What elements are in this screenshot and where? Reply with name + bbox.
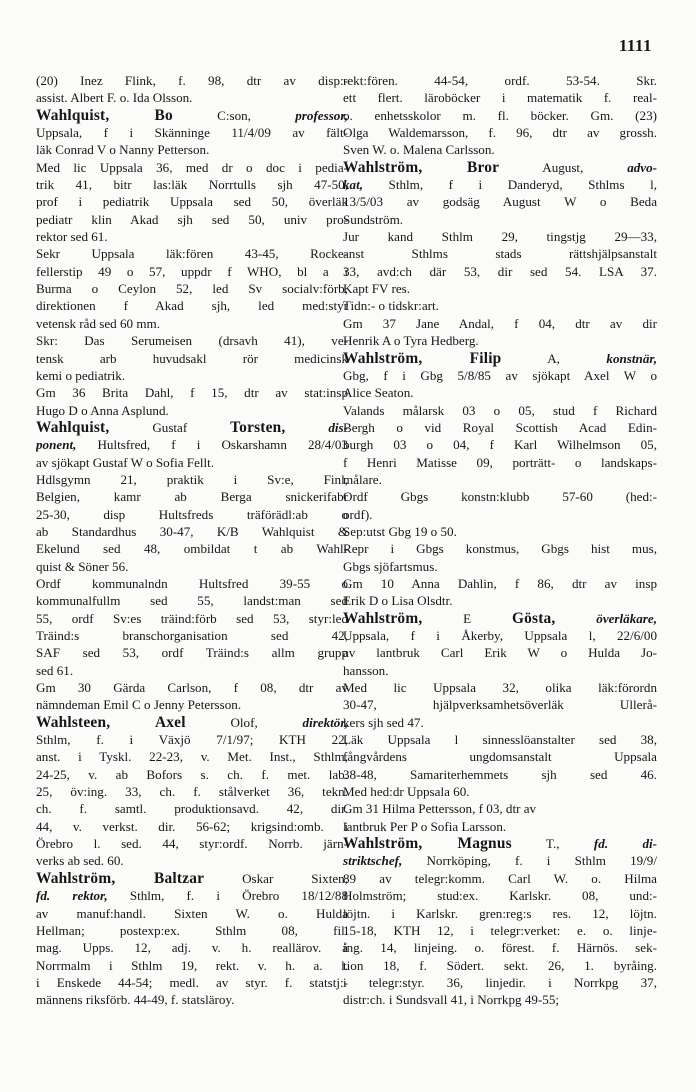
entry-text: Skr: Das Serumeisen (drsavh 41), ve-	[36, 333, 348, 349]
entry-title: fd. di-	[593, 836, 657, 852]
text-line	[36, 679, 348, 696]
text-line	[343, 592, 657, 609]
entry-headword: Gösta,	[511, 609, 556, 627]
entry-text: verks ab sed. 60.	[36, 853, 124, 869]
text-line	[36, 575, 348, 592]
entry-text: ett flert. läroböcker i matematik f. real-	[343, 90, 657, 106]
entry-text: kommunalfullm sed 55, landst:man sed	[36, 593, 348, 609]
entry-text: Gm 31 Hilma Pettersson, f 03, dtr av	[343, 801, 537, 817]
entry-text: Norrköping, f. i Sthlm 19/9/	[402, 853, 657, 869]
entry-text: direktionen f Akad sjh, led med:styr	[36, 298, 348, 314]
text-line	[36, 228, 348, 245]
entry-text: kers sjh sed 47.	[343, 714, 424, 730]
entry-text: lantbruk Per P o Sofia Larsson.	[343, 818, 507, 834]
entry-text: nämndeman Emil C o Jenny Petersson.	[36, 697, 242, 713]
entry-text: distr:ch. i Sundsvall 41, i Norrkpg 49-55;	[343, 992, 560, 1008]
entry-text: fångvårdens ungdomsanstalt Uppsala	[343, 749, 657, 765]
entry-text: f Henri Matisse 09, porträtt- o landskaps-	[343, 454, 657, 470]
entry-text: Norrmalm i Sthlm 19, rekt. v. h. a. l.	[36, 957, 348, 973]
text-line	[36, 991, 348, 1008]
entry-text: Valands målarsk 03 o 05, stud f Richard	[343, 402, 657, 418]
entry-text: Sven W. o. Malena Carlsson.	[343, 142, 495, 158]
page-number: 1111	[618, 36, 652, 55]
text-line	[343, 731, 657, 748]
entry-text: Gbgs sjöfartsmus.	[343, 558, 438, 574]
text-line	[343, 991, 657, 1008]
text-line	[343, 280, 657, 297]
text-line	[36, 402, 348, 419]
entry-title: advo-	[627, 159, 657, 175]
entry-text: i Enskede 44-54; medl. av styr. f. statstj:-	[36, 974, 348, 990]
text-line	[343, 107, 657, 124]
text-line	[36, 141, 348, 158]
entry-text: assist. Albert F. o. Ida Olsson.	[36, 90, 193, 106]
entry-text	[285, 420, 328, 435]
entry-text: anst Sthlms stads rättshjälpsanstalt	[343, 246, 657, 262]
entry-text: 44, v. verkst. dir. 56-62; krigsind:omb. i	[36, 818, 348, 834]
text-line	[36, 610, 348, 627]
entry-text: ordf).	[343, 506, 373, 522]
text-line	[36, 436, 348, 453]
entry-text: Gm 37 Jane Andal, f 04, dtr av dir	[343, 315, 657, 331]
entry-headword: Wahlsteen, Axel	[36, 713, 186, 731]
entry-text: Gbg, f i Gbg 5/8/85 av sjökapt Axel W o	[343, 367, 657, 383]
entry-text: A,	[501, 350, 607, 366]
entry-text: Med hed:dr Uppsala 60.	[343, 784, 470, 800]
text-line	[36, 193, 348, 210]
text-line	[36, 644, 348, 661]
entry-text: Jur kand Sthlm 29, tingstjg 29—33,	[343, 229, 657, 245]
text-line	[343, 367, 657, 384]
entry-text: Oskar Sixten,	[204, 870, 348, 886]
text-line	[343, 124, 657, 141]
text-line	[343, 714, 657, 731]
entry-text: quist & Söner 56.	[36, 558, 129, 574]
entry-text: Alice Seaton.	[343, 385, 414, 401]
entry-headword: Wahlquist,	[36, 418, 110, 436]
text-line	[343, 558, 657, 575]
text-line	[343, 696, 657, 713]
entry-text: anst. i Tyskl. 22-23, v. Met. Inst., Sthlm,	[36, 749, 348, 765]
text-line	[36, 506, 348, 523]
text-line	[343, 454, 657, 471]
entry-text: Erik D o Lisa Olsdtr.	[343, 593, 453, 609]
entry-text: August,	[499, 159, 628, 175]
entry-text: Tidn:- o tidskr:art.	[343, 298, 439, 314]
entry-text: Sthlm, f i Danderyd, Sthlms l,	[363, 177, 657, 193]
entry-text: Henrik A o Tyra Hedberg.	[343, 333, 479, 349]
text-line	[343, 748, 657, 765]
entry-text: 25, öv:ing. 33, ch. f. stålverket 36, tekn.	[36, 784, 348, 800]
text-line	[36, 72, 348, 89]
text-line	[36, 852, 348, 869]
text-line	[343, 471, 657, 488]
text-line	[343, 211, 657, 228]
entry-text: Ordf kommunalndn Hultsfred 39-55 o	[36, 575, 348, 591]
text-line	[343, 905, 657, 922]
text-line	[343, 506, 657, 523]
entry-title: överläkare,	[596, 610, 657, 626]
text-line	[343, 887, 657, 904]
text-line	[343, 176, 657, 193]
text-line	[36, 488, 348, 505]
entry-headword: Wahlström, Bror	[343, 158, 500, 176]
text-line	[343, 72, 657, 89]
entry-text: Bergh o vid Royal Scottish Acad Edin-	[343, 419, 657, 435]
entry-text: trik 41, bitr las:läk Norrtulls sjh 47-50,	[36, 177, 348, 193]
entry-text: Sthlm, f. i Växjö 7/1/97; KTH 22,	[36, 732, 348, 748]
entry-text: Olga Waldemarsson, f. 96, dtr av grossh.	[343, 125, 657, 141]
text-line	[36, 384, 348, 401]
text-line	[36, 939, 348, 956]
entry-text: 13/5/03 av godsäg August W o Beda	[343, 194, 657, 210]
entry-title: direktör,	[302, 714, 348, 730]
entry-headword: Wahlström, Filip	[343, 349, 502, 367]
text-line	[36, 800, 348, 817]
text-line	[343, 800, 657, 817]
text-line	[343, 89, 657, 106]
text-line	[36, 245, 348, 262]
entry-text: 24-25, v. ab Bofors s. ch. f. met. lab.	[36, 766, 348, 782]
entry-title: dis-	[328, 419, 348, 435]
entry-text: Örebro l. sed. 44, styr:ordf. Norrb. järn-	[36, 836, 348, 852]
entry-text: Uppsala, f i Skänninge 11/4/09 av fält-	[36, 125, 348, 141]
text-line	[36, 714, 348, 731]
entry-headword: Wahlström, Baltzar	[36, 869, 205, 887]
text-line	[36, 870, 348, 887]
entry-text: rektor sed 61.	[36, 229, 108, 245]
text-line	[36, 748, 348, 765]
text-line	[343, 974, 657, 991]
entry-text: männens riksförb. 44-49, f. statsläroy.	[36, 992, 235, 1008]
entry-text: Läk Uppsala l sinnesslöanstalter sed 38,	[343, 732, 657, 748]
text-line	[36, 887, 348, 904]
text-line	[343, 662, 657, 679]
entry-text: 55, ordf Sv:es träind:förb sed 53, styr:led	[36, 610, 348, 626]
entry-text: burgh 03 o 04, f Karl Wilhelmson 05,	[343, 437, 657, 453]
entry-text: av manuf:handl. Sixten W. o. Hulda	[36, 905, 348, 921]
text-line	[36, 818, 348, 835]
text-line	[343, 766, 657, 783]
entry-text: Med lic Uppsala 36, med dr o doc i pedia-	[36, 159, 348, 175]
text-line	[343, 627, 657, 644]
text-line	[343, 419, 657, 436]
entry-text	[555, 611, 596, 626]
text-line	[343, 852, 657, 869]
entry-text: tion 18, f. Södert. sekt. 26, 1. byråing.	[343, 957, 657, 973]
entry-title: kat,	[343, 177, 364, 193]
text-line	[343, 575, 657, 592]
entry-text: E	[422, 610, 512, 626]
entry-text: Hellman; postexp:ex. Sthlm 08, fil.	[36, 922, 348, 938]
text-line	[36, 471, 348, 488]
entry-text: 25-30, disp Hultsfreds träförädl:ab o	[36, 506, 348, 522]
entry-text: ch. f. samtl. produktionsavd. 42, dir.	[36, 801, 348, 817]
entry-text: Gustaf	[109, 419, 231, 435]
text-line	[343, 245, 657, 262]
text-line	[36, 766, 348, 783]
entry-text: Gm 10 Anna Dahlin, f 86, dtr av insp	[343, 575, 657, 591]
entry-text: (20) Inez Flink, f. 98, dtr av disp:-	[36, 73, 348, 88]
text-line	[343, 315, 657, 332]
entry-text: 38-48, Samariterhemmets sjh sed 46.	[343, 766, 657, 782]
text-line	[36, 124, 348, 141]
entry-text: 33, avd:ch där 53, dir sed 54. LSA 37.	[343, 263, 657, 279]
entry-text: tensk arb huvudsakl rör medicinsk	[36, 350, 348, 366]
text-line	[36, 263, 348, 280]
text-line	[343, 939, 657, 956]
text-line	[36, 974, 348, 991]
entry-title: striktschef,	[343, 853, 403, 869]
entry-text: T.,	[511, 836, 594, 852]
text-line	[36, 922, 348, 939]
text-line	[343, 523, 657, 540]
text-line	[36, 419, 348, 436]
entry-text: Hugo D o Anna Asplund.	[36, 402, 169, 418]
entry-text: Uppsala, f i Åkerby, Uppsala l, 22/6/00	[343, 628, 657, 643]
text-line	[343, 350, 657, 367]
entry-text: Sthlm, f. i Örebro 18/12/88	[107, 888, 348, 904]
entry-title: professor,	[295, 107, 348, 123]
text-line	[343, 644, 657, 661]
entry-text: Hultsfred, f i Oskarshamn 28/4/03	[76, 437, 348, 453]
entry-text: av lantbruk Carl Erik W o Hulda Jo-	[343, 645, 657, 661]
entry-text: kemi o pediatrik.	[36, 367, 126, 383]
entry-text: Repr i Gbgs konstmus, Gbgs hist mus,	[343, 541, 657, 557]
entry-text: Belgien, kamr ab Berga snickerifabr	[36, 489, 348, 505]
entry-text: prof i pediatrik Uppsala sed 50, överläk	[36, 194, 348, 210]
entry-text: hansson.	[343, 662, 389, 678]
text-line	[36, 957, 348, 974]
entry-text: löjtn. i Karlskr. gren:reg:s res. 12, löjtn.	[343, 905, 657, 921]
entry-text: Gm 36 Brita Dahl, f 15, dtr av stat:insp	[36, 385, 348, 401]
text-line	[36, 176, 348, 193]
entry-text: Burma o Ceylon 52, led Sv socialv:förb,	[36, 281, 348, 297]
entry-text: C:son,	[172, 107, 296, 123]
text-line	[36, 159, 348, 176]
text-line	[36, 627, 348, 644]
entry-headword: Torsten,	[230, 418, 286, 436]
text-line	[343, 436, 657, 453]
entry-text: rekt:fören. 44-54, ordf. 53-54. Skr.	[343, 73, 657, 88]
entry-text: Sekr Uppsala läk:fören 43-45, Rocke-	[36, 246, 348, 262]
text-line	[36, 731, 348, 748]
entry-text: läk Conrad V o Nanny Petterson.	[36, 142, 210, 158]
text-line	[36, 523, 348, 540]
text-line	[36, 107, 348, 124]
text-line	[36, 332, 348, 349]
entry-text: Sundström.	[343, 211, 404, 227]
text-line	[343, 870, 657, 887]
text-line	[36, 558, 348, 575]
entry-headword: Wahlquist, Bo	[36, 106, 173, 124]
entry-headword: Wahlström,	[343, 609, 423, 627]
entry-text: vetensk råd sed 60 mm.	[36, 315, 161, 331]
entry-text: 89 av telegr:komm. Carl W. o. Hilma	[343, 870, 657, 886]
text-line	[36, 350, 348, 367]
text-line	[343, 141, 657, 158]
entry-text: i telegr:styr. 36, linjedir. i Norrkpg 37,	[343, 974, 657, 990]
text-line	[36, 211, 348, 228]
left-column	[36, 72, 348, 1009]
entry-text: Gm 30 Gärda Carlson, f 08, dtr av	[36, 680, 348, 696]
text-line	[343, 384, 657, 401]
text-line	[36, 696, 348, 713]
text-line	[343, 263, 657, 280]
text-line	[36, 367, 348, 384]
text-line	[36, 835, 348, 852]
text-line	[36, 905, 348, 922]
text-line	[36, 592, 348, 609]
entry-text: 15-18, KTH 12, i telegr:verket: e. o. linje-	[343, 922, 657, 938]
entry-headword: Wahlström, Magnus	[343, 835, 512, 853]
entry-text: Kapt FV res.	[343, 281, 411, 297]
entry-text: fellerstip 49 o 57, uppdr f WHO, bl a i	[36, 263, 348, 279]
text-line	[343, 922, 657, 939]
entry-text: Hdlsgymn 21, praktik i Sv:e, Finl,	[36, 471, 348, 487]
entry-text: Sep:utst Gbg 19 o 50.	[343, 523, 457, 539]
entry-text: sed 61.	[36, 662, 74, 678]
text-line	[36, 89, 348, 106]
text-line	[36, 280, 348, 297]
entry-text: Med lic Uppsala 32, olika läk:förordn	[343, 680, 657, 696]
entry-title: konstnär,	[606, 350, 657, 366]
text-line	[36, 454, 348, 471]
entry-text: Ekelund sed 48, ombildat t ab Wahl-	[36, 541, 348, 557]
text-line	[36, 662, 348, 679]
text-line	[343, 835, 657, 852]
text-line	[343, 957, 657, 974]
entry-text: Träind:s branschorganisation sed 42,	[36, 628, 348, 643]
entry-text: ing. 14, linjeing. o. förest. f. Härnös. sek-	[343, 940, 657, 956]
text-line	[343, 783, 657, 800]
right-column	[343, 72, 657, 1009]
entry-title: fd. rektor,	[36, 888, 108, 904]
text-line	[343, 540, 657, 557]
text-line	[343, 402, 657, 419]
entry-text: Holmström; stud:ex. Karlskr. 08, und:-	[343, 888, 657, 904]
entry-text: Olof,	[185, 714, 303, 730]
text-line	[36, 315, 348, 332]
entry-text: mag. Upps. 12, adj. v. h. reallärov. å	[36, 940, 348, 956]
text-line	[343, 159, 657, 176]
entry-text: SAF sed 53, ordf Träind:s allm grupp	[36, 645, 348, 661]
text-line	[343, 228, 657, 245]
entry-text: av sjökapt Gustaf W o Sofia Fellt.	[36, 454, 215, 470]
text-line	[343, 818, 657, 835]
entry-text: 30-47, hjälpverksamhetsöverläk Ullerå-	[343, 697, 657, 713]
text-line	[343, 332, 657, 349]
text-line	[36, 540, 348, 557]
text-line	[343, 488, 657, 505]
text-line	[343, 193, 657, 210]
text-line	[343, 610, 657, 627]
text-line	[36, 783, 348, 800]
entry-text: Ordf Gbgs konstn:klubb 57-60 (hed:-	[343, 489, 657, 505]
entry-text: målare.	[343, 471, 382, 487]
text-line	[343, 679, 657, 696]
text-line	[343, 297, 657, 314]
entry-text: pediatr klin Akad sjh sed 50, univ pro-	[36, 211, 348, 227]
text-line	[36, 297, 348, 314]
entry-text: o. enhetsskolor m. fl. böcker. Gm. (23)	[343, 107, 657, 123]
entry-text: ab Standardhus 30-47, K/B Wahlquist &	[36, 523, 348, 539]
entry-title: ponent,	[36, 437, 77, 453]
